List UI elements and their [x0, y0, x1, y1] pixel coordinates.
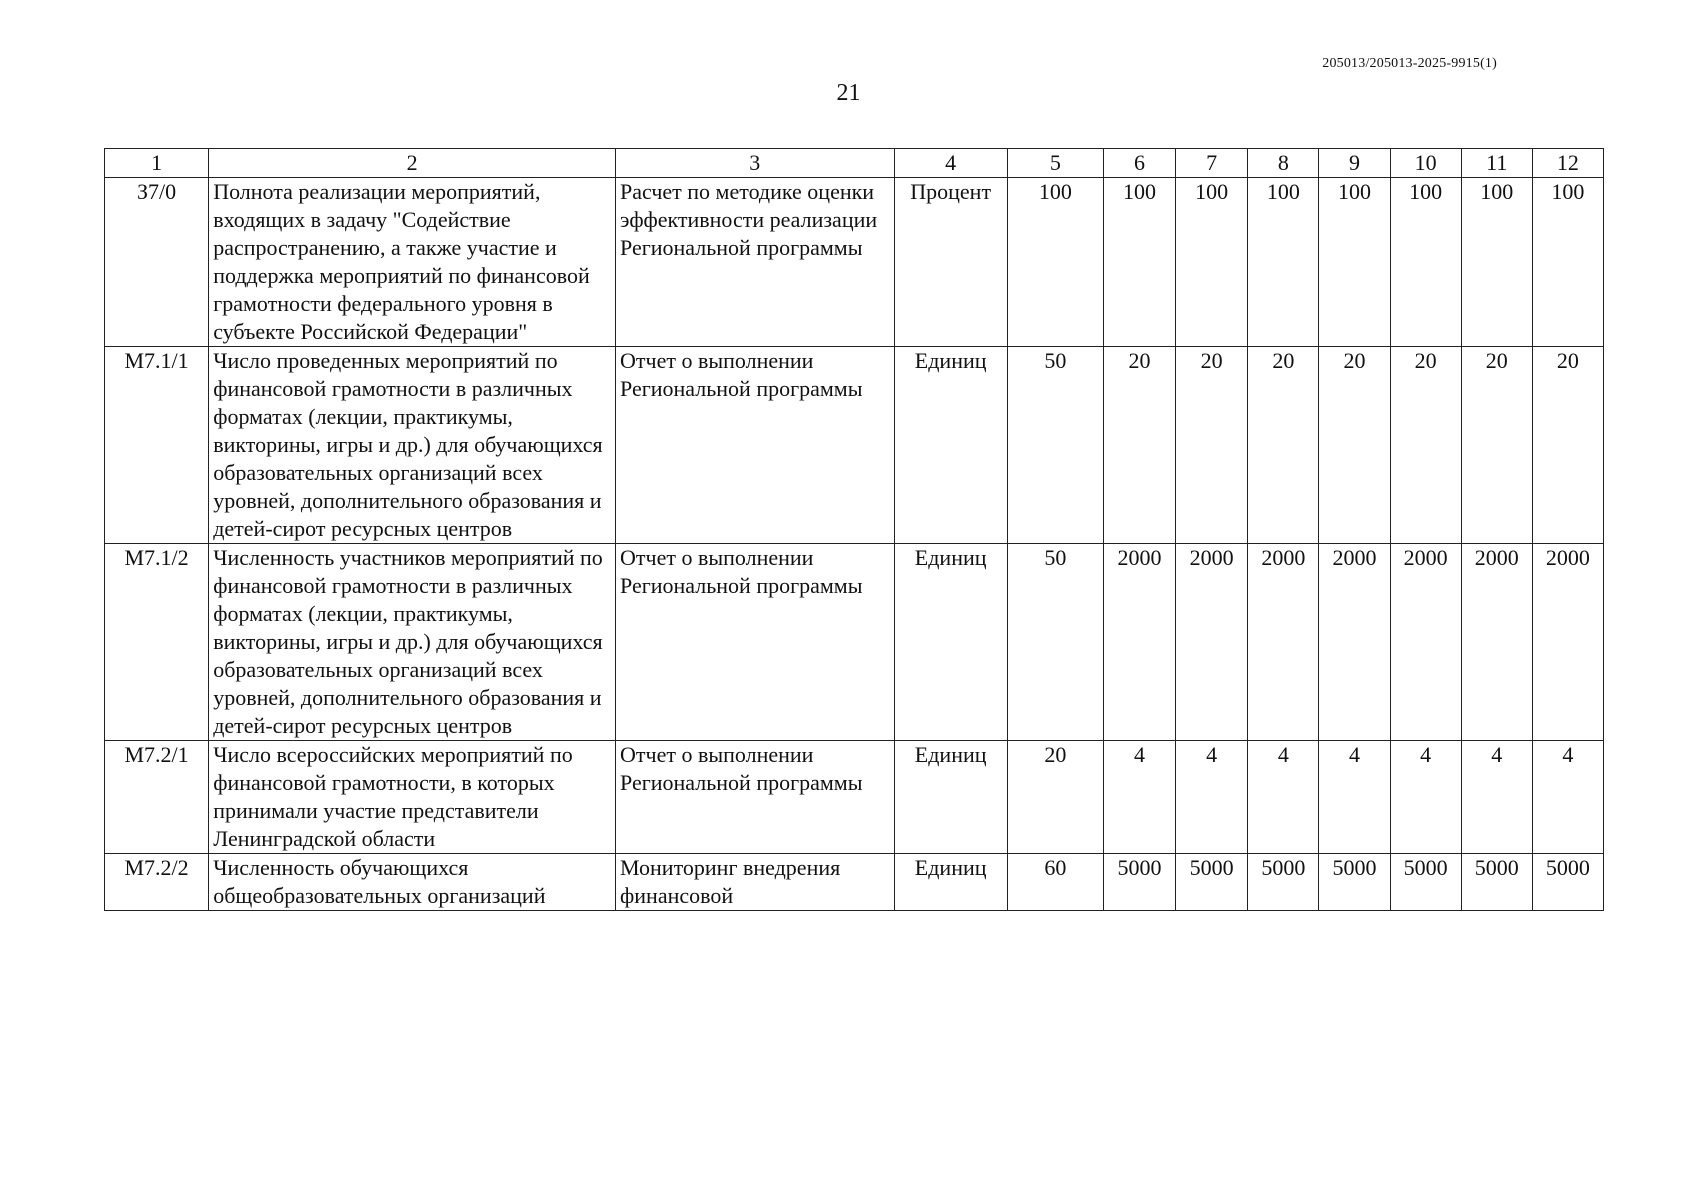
indicator-value: 100: [1532, 178, 1603, 347]
indicator-value: 4: [1461, 741, 1532, 854]
indicator-value: 100: [1176, 178, 1248, 347]
indicator-source: Отчет о выполнении Региональной программы: [616, 544, 895, 741]
indicator-code: М7.1/2: [105, 544, 209, 741]
table-row: [105, 347, 1604, 544]
indicator-code: М7.1/1: [105, 347, 209, 544]
indicator-source: Отчет о выполнении Региональной программы: [616, 347, 895, 544]
indicator-value: 2000: [1532, 544, 1603, 741]
indicator-source: Отчет о выполнении Региональной программы: [616, 741, 895, 854]
indicator-value: 20: [1103, 347, 1175, 544]
indicator-value: 20: [1319, 347, 1390, 544]
indicator-name: Численность участников мероприятий по финансовой грамотности в различных форматах (лекции, практикумы, викторины, игры и др.) для обучающихся образовательных организаций всех уровней, дополнительного образования и детей-сирот ресурсных центров: [209, 544, 616, 741]
indicator-value: 2000: [1103, 544, 1175, 741]
column-header: 4: [894, 149, 1007, 178]
indicator-value: 20: [1461, 347, 1532, 544]
table-row: [105, 544, 1604, 741]
column-header: 11: [1461, 149, 1532, 178]
column-header: 5: [1007, 149, 1103, 178]
indicator-value: 100: [1319, 178, 1390, 347]
indicator-unit: Единиц: [894, 347, 1007, 544]
indicator-value: 5000: [1461, 854, 1532, 911]
indicator-value: 5000: [1390, 854, 1461, 911]
indicator-value: 4: [1319, 741, 1390, 854]
indicator-value: 5000: [1248, 854, 1319, 911]
column-header: 10: [1390, 149, 1461, 178]
column-header: 8: [1248, 149, 1319, 178]
document-id: 205013/205013-2025-9915(1): [1322, 56, 1497, 71]
indicator-value: 5000: [1103, 854, 1175, 911]
indicator-value: 2000: [1390, 544, 1461, 741]
column-header: 6: [1103, 149, 1175, 178]
indicators-table: [104, 148, 1604, 911]
indicator-code: М7.2/2: [105, 854, 209, 911]
indicator-value: 100: [1461, 178, 1532, 347]
indicator-code: М7.2/1: [105, 741, 209, 854]
indicator-value: 20: [1248, 347, 1319, 544]
column-header: 3: [616, 149, 895, 178]
indicator-value: 4: [1390, 741, 1461, 854]
indicator-value: 4: [1532, 741, 1603, 854]
indicator-value: 2000: [1319, 544, 1390, 741]
indicator-name: Число проведенных мероприятий по финансовой грамотности в различных форматах (лекции, практикумы, викторины, игры и др.) для обучающихся образовательных организаций всех уровней, дополнительного образования и детей-сирот ресурсных центров: [209, 347, 616, 544]
indicator-value: 4: [1248, 741, 1319, 854]
indicator-value: 100: [1248, 178, 1319, 347]
indicator-name: Численность обучающихся общеобразовательных организаций: [209, 854, 616, 911]
indicator-value: 100: [1390, 178, 1461, 347]
indicator-code: З7/0: [105, 178, 209, 347]
indicator-unit: Процент: [894, 178, 1007, 347]
indicator-value: 5000: [1319, 854, 1390, 911]
indicator-value: 50: [1007, 544, 1103, 741]
indicator-value: 20: [1532, 347, 1603, 544]
indicator-name: Число всероссийских мероприятий по финансовой грамотности, в которых принимали участие представители Ленинградской области: [209, 741, 616, 854]
table-row: [105, 854, 1604, 911]
indicator-value: 20: [1007, 741, 1103, 854]
indicator-name: Полнота реализации мероприятий, входящих в задачу "Содействие распространению, а также участие и поддержка мероприятий по финансовой грамотности федерального уровня в субъекте Российской Федерации": [209, 178, 616, 347]
indicator-value: 20: [1390, 347, 1461, 544]
indicator-source: Мониторинг внедрения финансовой: [616, 854, 895, 911]
column-header: 2: [209, 149, 616, 178]
table-row: [105, 741, 1604, 854]
page-number: 21: [836, 80, 861, 106]
header-row: [105, 149, 1604, 178]
indicator-source: Расчет по методике оценки эффективности реализации Региональной программы: [616, 178, 895, 347]
indicator-value: 4: [1176, 741, 1248, 854]
indicator-value: 100: [1007, 178, 1103, 347]
indicator-value: 4: [1103, 741, 1175, 854]
indicator-value: 100: [1103, 178, 1175, 347]
indicator-value: 60: [1007, 854, 1103, 911]
indicator-unit: Единиц: [894, 741, 1007, 854]
indicator-unit: Единиц: [894, 854, 1007, 911]
table-row: [105, 178, 1604, 347]
indicator-value: 2000: [1176, 544, 1248, 741]
indicator-value: 2000: [1248, 544, 1319, 741]
indicator-value: 20: [1176, 347, 1248, 544]
indicator-value: 5000: [1176, 854, 1248, 911]
indicator-unit: Единиц: [894, 544, 1007, 741]
column-header: 7: [1176, 149, 1248, 178]
indicator-value: 5000: [1532, 854, 1603, 911]
column-header: 9: [1319, 149, 1390, 178]
indicator-value: 2000: [1461, 544, 1532, 741]
column-header: 1: [105, 149, 209, 178]
column-header: 12: [1532, 149, 1603, 178]
indicator-value: 50: [1007, 347, 1103, 544]
